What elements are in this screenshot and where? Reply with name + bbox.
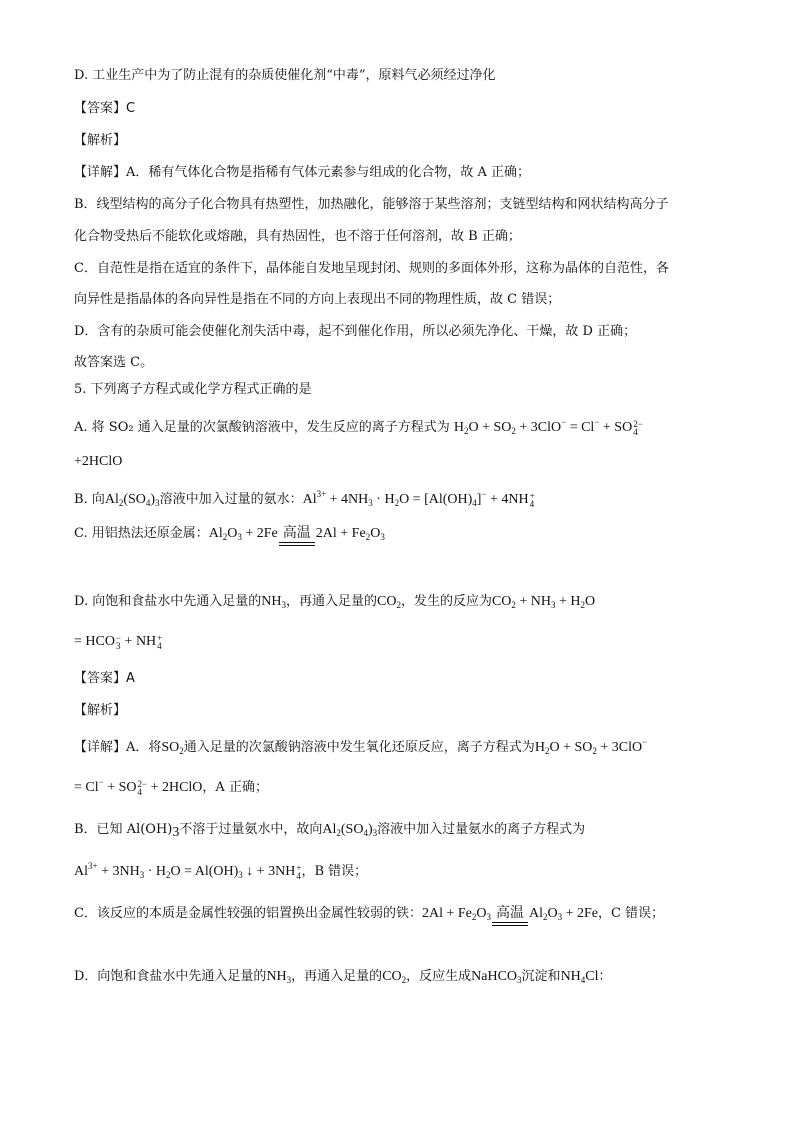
option-a-equation-cont: +2HClO [74,454,123,469]
explanation-a-1: 【详解】A．稀有气体化合物是指稀有气体元素参与组成的化合物，故 A 正确； [74,165,531,180]
option-d-text2: ，再通入足量的 [285,594,377,609]
exp-b-text2: 不溶于过量氨水中，故向 [179,822,323,837]
analysis-label-1: 【解析】 [74,133,127,148]
option-d-equation-cont: = HCO − 3 + NH + 4 [74,633,163,651]
condition-high-temp: 高温 [279,525,315,549]
option-a [74,418,643,438]
so2-formula: $SO_2$ [161,740,184,756]
exp-d-co2: $CO_2$ [382,969,407,985]
exp-d-nh3: $NH_3$ [266,969,292,985]
exp-d-nahco3: NaHCO$_3$ [471,969,522,985]
nh3-formula: $NH_3$ [261,594,286,610]
exp-d-text2: ，再通入足量的 [291,969,383,984]
exp-a-text1: 【详解】A．将 [74,740,162,755]
option-b [74,490,535,510]
explanation-a-2-cont [74,778,268,798]
exp-d-tail: ： [598,969,612,984]
exp-b-tail: ，B 错误； [301,864,368,879]
explanation-b-2: B．已知 $Al(OH)_3$不溶于过量氨水中，故向$Al_2(SO_4)_3$溶液中加入过量氨水的离子方程式为 [74,822,586,840]
option-d-previous: D. 工业生产中为了防止混有的杂质使催化剂“中毒”，原料气必须经过净化 [74,68,496,83]
exp-b-text3: 溶液中加入过量氨水的离子方程式为 [377,822,586,837]
explanation-d-1: D．含有的杂质可能会使催化剂失活中毒，起不到催化作用，所以必须先净化、干燥，故 D 正确； [74,324,637,339]
condition-high-temp-2: 高温 [492,905,528,929]
answer-value: A [126,671,135,686]
answer-line-1 [74,99,135,119]
option-b-text1: B. 向 [74,492,105,507]
explanation-b-1-cont: 化合物受热后不能软化或熔融，具有热固性，也不溶于任何溶剂，故 B 正确； [74,229,521,244]
explanation-c-1-cont: 向异性是指晶体的各向异性是指在不同的方向上表现出不同的物理性质，故 C 错误； [74,292,561,307]
exp-a-text2: 通入足量的次氯酸钠溶液中发生氧化还原反应，离子方程式为 [183,740,535,755]
option-d-text3: ，发生的反应为 [400,594,492,609]
option-d [74,592,595,612]
option-c [74,524,385,549]
option-b-equation: $Al^{3+} + 4NH_3 \cdot H_2O = [Al(OH)_4]^- + 4NH$ + 4 [302,489,535,509]
exp-c-tail: ，C 错误； [598,906,665,921]
explanation-c-1: C．自范性是指在适宜的条件下，晶体能自发地呈现封闭、规则的多面体外形，这称为晶体的自范性，各 [74,261,669,276]
answer-label: 【答案】 [74,671,127,686]
option-a-equation: $H_2O + SO_2 + 3ClO^- = Cl^-$ + SO 2− 4 [453,417,643,437]
option-c-text: C. 用铝热法还原金属： [74,526,209,541]
exp-a-tail: ，A 正确； [202,780,268,795]
analysis-label-2: 【解析】 [74,703,127,718]
exp-c-equation: $2Al + Fe_2O_3$ 高温 $Al_2O_3 + 2Fe$ [422,906,598,921]
option-d-equation: $CO_2 + NH_3 + H_2O$ [491,594,596,610]
explanation-a-2 [74,738,647,758]
explanation-b-1: B．线型结构的高分子化合物具有热塑性，加热融化，能够溶于某些溶剂；支链型结构和网状结构高分子 [74,197,669,212]
exp-b-text1: B．已知 Al(OH) [74,822,173,837]
option-c-equation: $Al_2O_3 + 2Fe$ 高温 $2Al + Fe_2O_3$ [209,526,385,541]
option-b-compound: $Al_2(SO_4)_3$ [104,492,160,508]
answer-value: C [126,101,136,116]
exp-a-equation: $H_2O + SO_2 + 3ClO^-$ [534,737,648,756]
answer-label: 【答案】 [74,101,127,116]
exp-d-nh4cl: $NH_4Cl$ [560,969,599,985]
exp-a-equation-cont: = Cl− + SO 2− 4 + 2HClO [74,777,203,797]
option-b-text2: 溶液中加入过量的氨水： [159,492,303,507]
exp-b-compound: $Al_2(SO_4)_3$ [322,822,378,838]
co2-formula: $CO_2$ [376,594,401,610]
exp-d-text4: 沉淀和 [521,969,561,984]
exp-c-text: C．该反应的本质是金属性较强的铝置换出金属性较弱的铁： [74,906,422,921]
exp-d-text3: ，反应生成 [406,969,472,984]
explanation-d-2 [74,967,612,987]
exp-b-equation: $Al^{3+} + 3NH_3 \cdot H_2O = Al(OH)_3$ ↓ + 3NH + 4 [74,861,302,881]
option-a-text: A. 将 SO₂ 通入足量的次氯酸钠溶液中，发生反应的离子方程式为 [74,420,450,435]
explanation-b-2-cont [74,862,367,882]
answer-line-2 [74,669,135,689]
explanation-c-2 [74,904,664,929]
exp-d-text1: D．向饱和食盐水中先通入足量的 [74,969,267,984]
question-5-stem: 5. 下列离子方程式或化学方程式正确的是 [74,382,312,397]
option-d-text1: D. 向饱和食盐水中先通入足量的 [74,594,262,609]
conclusion-1: 故答案选 C。 [74,355,154,370]
